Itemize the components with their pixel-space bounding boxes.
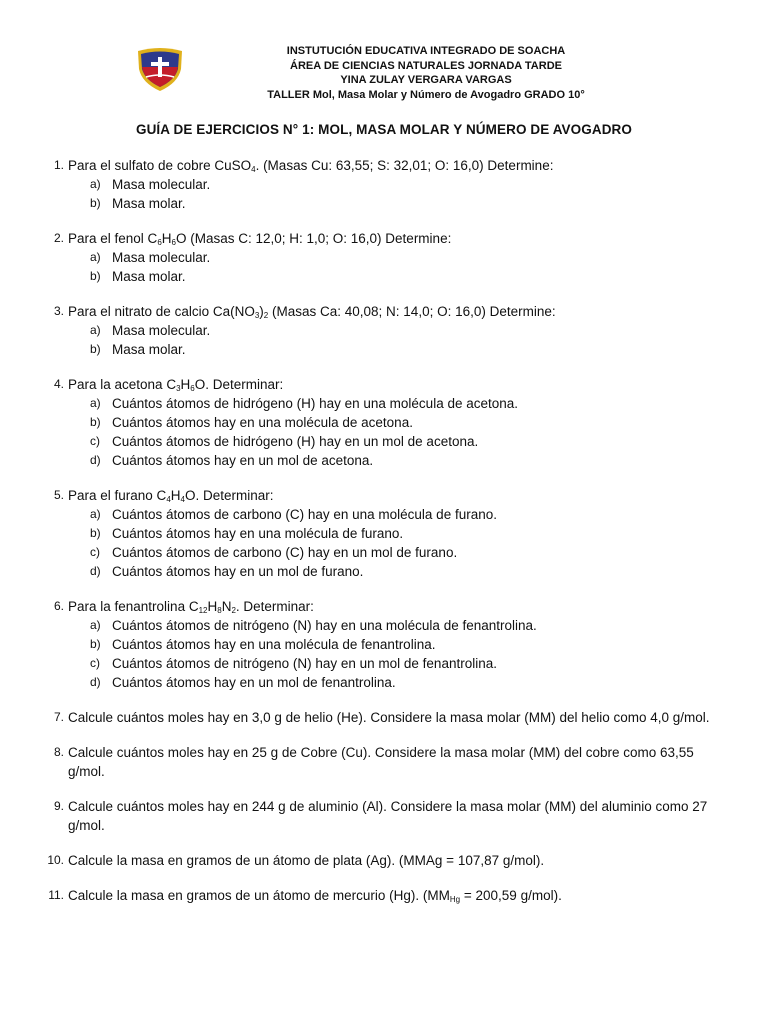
exercise-item	[0, 851, 768, 870]
option-item	[0, 524, 768, 543]
option-letter: a)	[90, 507, 101, 521]
option-text: Cuántos átomos hay en un mol de furano.	[112, 564, 364, 579]
exercise-statement	[0, 886, 768, 905]
option-letter: c)	[90, 656, 100, 670]
subscript: 3	[254, 311, 260, 320]
text-run: N	[221, 599, 232, 614]
option-item	[0, 413, 768, 432]
exercise-text	[68, 156, 718, 175]
subscript: 6	[157, 238, 162, 247]
text-run: O. Determinar:	[184, 488, 274, 503]
exercise-number: 5.	[53, 488, 64, 502]
text-run: Para el fenol C	[68, 231, 158, 246]
option-text: Cuántos átomos de nitrógeno (N) hay en un mol de fenantrolina.	[112, 656, 497, 671]
text-run: Calcule cuántos moles hay en 25 g de Cobre (Cu). Considere la masa molar (MM) del cobre como 63,55 g/mol.	[68, 745, 694, 779]
option-letter: d)	[90, 453, 101, 467]
subscript: 3	[176, 384, 181, 393]
exercise-number: 8.	[53, 745, 64, 759]
option-text: Cuántos átomos hay en una molécula de fenantrolina.	[112, 637, 436, 652]
exercise-item	[0, 302, 768, 359]
exercise-item	[0, 375, 768, 470]
option-text: Cuántos átomos de carbono (C) hay en un mol de furano.	[112, 545, 458, 560]
text-run: H	[161, 231, 172, 246]
option-text: Cuántos átomos hay en una molécula de furano.	[112, 526, 404, 541]
subscript: 2	[263, 311, 269, 320]
option-text: Masa molar.	[112, 342, 186, 357]
exercise-number: 7.	[53, 710, 64, 724]
option-text: Cuántos átomos de carbono (C) hay en una molécula de furano.	[112, 507, 497, 522]
option-text: Masa molar.	[112, 269, 186, 284]
option-letter: c)	[90, 434, 100, 448]
text-run: Para el furano C	[68, 488, 167, 503]
option-text: Masa molecular.	[112, 250, 211, 265]
option-item	[0, 616, 768, 635]
exercise-number: 10.	[47, 853, 64, 867]
option-list	[0, 175, 768, 213]
option-list	[0, 616, 768, 692]
option-text: Cuántos átomos hay en un mol de acetona.	[112, 453, 374, 468]
exercise-statement	[0, 851, 768, 870]
option-item	[0, 673, 768, 692]
exercise-statement	[0, 302, 768, 321]
option-text: Cuántos átomos de nitrógeno (N) hay en una molécula de fenantrolina.	[112, 618, 537, 633]
exercise-statement	[0, 229, 768, 248]
subscript: Hg	[449, 895, 461, 904]
option-letter: b)	[90, 196, 101, 210]
workshop-title: TALLER Mol, Masa Molar y Número de Avogadro GRADO 10°	[267, 88, 585, 101]
text-run: O (Masas C: 12,0; H: 1,0; O: 16,0) Determine:	[175, 231, 452, 246]
option-item	[0, 248, 768, 267]
text-run: Calcule la masa en gramos de un átomo de mercurio (Hg). (MM	[68, 888, 450, 903]
exercise-item	[0, 597, 768, 692]
option-letter: a)	[90, 323, 101, 337]
exercise-list	[0, 156, 768, 905]
guide-title: GUÍA DE EJERCICIOS N° 1: MOL, MASA MOLAR Y NÚMERO DE AVOGADRO	[135, 122, 633, 137]
exercise-statement	[0, 743, 768, 781]
option-text: Masa molecular.	[112, 177, 211, 192]
exercise-number: 2.	[53, 231, 64, 245]
option-list	[0, 394, 768, 470]
subscript: 4	[166, 495, 171, 504]
subscript: 4	[251, 165, 256, 174]
exercise-item	[0, 797, 768, 835]
text-run: O. Determinar:	[194, 377, 284, 392]
option-letter: c)	[90, 545, 100, 559]
option-letter: b)	[90, 269, 101, 283]
option-text: Cuántos átomos de hidrógeno (H) hay en un mol de acetona.	[112, 434, 479, 449]
exercise-statement	[0, 486, 768, 505]
exercise-item	[0, 229, 768, 286]
institution-name: INSTUTUCIÓN EDUCATIVA INTEGRADO DE SOACHA	[286, 45, 566, 57]
option-item	[0, 175, 768, 194]
exercise-text	[68, 743, 718, 781]
text-run: = 200,59 g/mol).	[460, 888, 562, 903]
area-name: ÁREA DE CIENCIAS NATURALES JORNADA TARDE	[290, 59, 562, 72]
text-run: Calcule la masa en gramos de un átomo de plata (Ag). (MMAg = 107,87 g/mol).	[68, 853, 545, 868]
exercise-item	[0, 886, 768, 905]
option-letter: a)	[90, 250, 101, 264]
option-item	[0, 267, 768, 286]
option-letter: b)	[90, 526, 101, 540]
text-run: Calcule cuántos moles hay en 3,0 g de helio (He). Considere la masa molar (MM) del helio como 4,0 g/mol.	[68, 710, 710, 725]
option-item	[0, 194, 768, 213]
option-text: Cuántos átomos hay en una molécula de acetona.	[112, 415, 413, 430]
text-run: H	[180, 377, 191, 392]
option-item	[0, 321, 768, 340]
option-text: Masa molecular.	[112, 323, 211, 338]
exercise-text	[68, 486, 718, 505]
exercise-text	[68, 708, 718, 727]
header-lines	[250, 44, 602, 102]
exercise-text	[68, 851, 718, 870]
option-item	[0, 394, 768, 413]
option-list	[0, 248, 768, 286]
text-run: Calcule cuántos moles hay en 244 g de aluminio (Al). Considere la masa molar (MM) del aluminio como 27 g/mol.	[68, 799, 708, 833]
exercise-item	[0, 743, 768, 781]
option-item	[0, 543, 768, 562]
exercise-statement	[0, 708, 768, 727]
option-letter: d)	[90, 675, 101, 689]
teacher-name: YINA ZULAY VERGARA VARGAS	[340, 74, 512, 86]
option-letter: b)	[90, 342, 101, 356]
exercise-number: 9.	[53, 799, 64, 813]
text-run: Para la acetona C	[68, 377, 177, 392]
exercise-number: 11.	[48, 888, 64, 902]
subscript: 12	[198, 606, 208, 615]
exercise-text	[68, 886, 718, 905]
exercise-statement	[0, 797, 768, 835]
exercise-text	[68, 302, 718, 321]
subscript: 2	[231, 606, 236, 615]
school-shield-icon	[132, 47, 188, 93]
option-item	[0, 451, 768, 470]
option-letter: a)	[90, 177, 101, 191]
exercise-item	[0, 156, 768, 213]
option-letter: b)	[90, 637, 101, 651]
exercise-statement	[0, 375, 768, 394]
exercise-text	[68, 229, 718, 248]
text-run: H	[170, 488, 181, 503]
option-item	[0, 505, 768, 524]
exercise-number: 6.	[53, 599, 64, 613]
exercise-text	[68, 597, 718, 616]
option-list	[0, 321, 768, 359]
exercise-item	[0, 486, 768, 581]
option-letter: a)	[90, 618, 101, 632]
text-run: (Masas Ca: 40,08; N: 14,0; O: 16,0) Determine:	[268, 304, 556, 319]
option-letter: b)	[90, 415, 101, 429]
exercise-number: 4.	[53, 377, 64, 391]
option-text: Cuántos átomos hay en un mol de fenantrolina.	[112, 675, 396, 690]
exercise-item	[0, 708, 768, 727]
option-letter: a)	[90, 396, 101, 410]
exercise-number: 3.	[53, 304, 64, 318]
option-list	[0, 505, 768, 581]
text-run: . Determinar:	[235, 599, 314, 614]
text-run: )	[259, 304, 264, 319]
subscript: 4	[180, 495, 185, 504]
option-item	[0, 654, 768, 673]
option-item	[0, 562, 768, 581]
option-text: Masa molar.	[112, 196, 186, 211]
subscript: 6	[171, 238, 176, 247]
text-run: H	[207, 599, 218, 614]
text-run: Para el sulfato de cobre CuSO	[68, 158, 252, 173]
exercise-number: 1.	[53, 158, 64, 172]
option-item	[0, 432, 768, 451]
text-run: Para el nitrato de calcio Ca(NO	[68, 304, 255, 319]
exercise-text	[68, 797, 718, 835]
option-text: Cuántos átomos de hidrógeno (H) hay en una molécula de acetona.	[112, 396, 519, 411]
text-run: Para la fenantrolina C	[68, 599, 199, 614]
option-letter: d)	[90, 564, 101, 578]
option-item	[0, 635, 768, 654]
subscript: 8	[217, 606, 222, 615]
exercise-statement	[0, 597, 768, 616]
option-item	[0, 340, 768, 359]
exercise-text	[68, 375, 718, 394]
text-run: . (Masas Cu: 63,55; S: 32,01; O: 16,0) Determine:	[255, 158, 554, 173]
exercise-statement	[0, 156, 768, 175]
subscript: 6	[190, 384, 195, 393]
